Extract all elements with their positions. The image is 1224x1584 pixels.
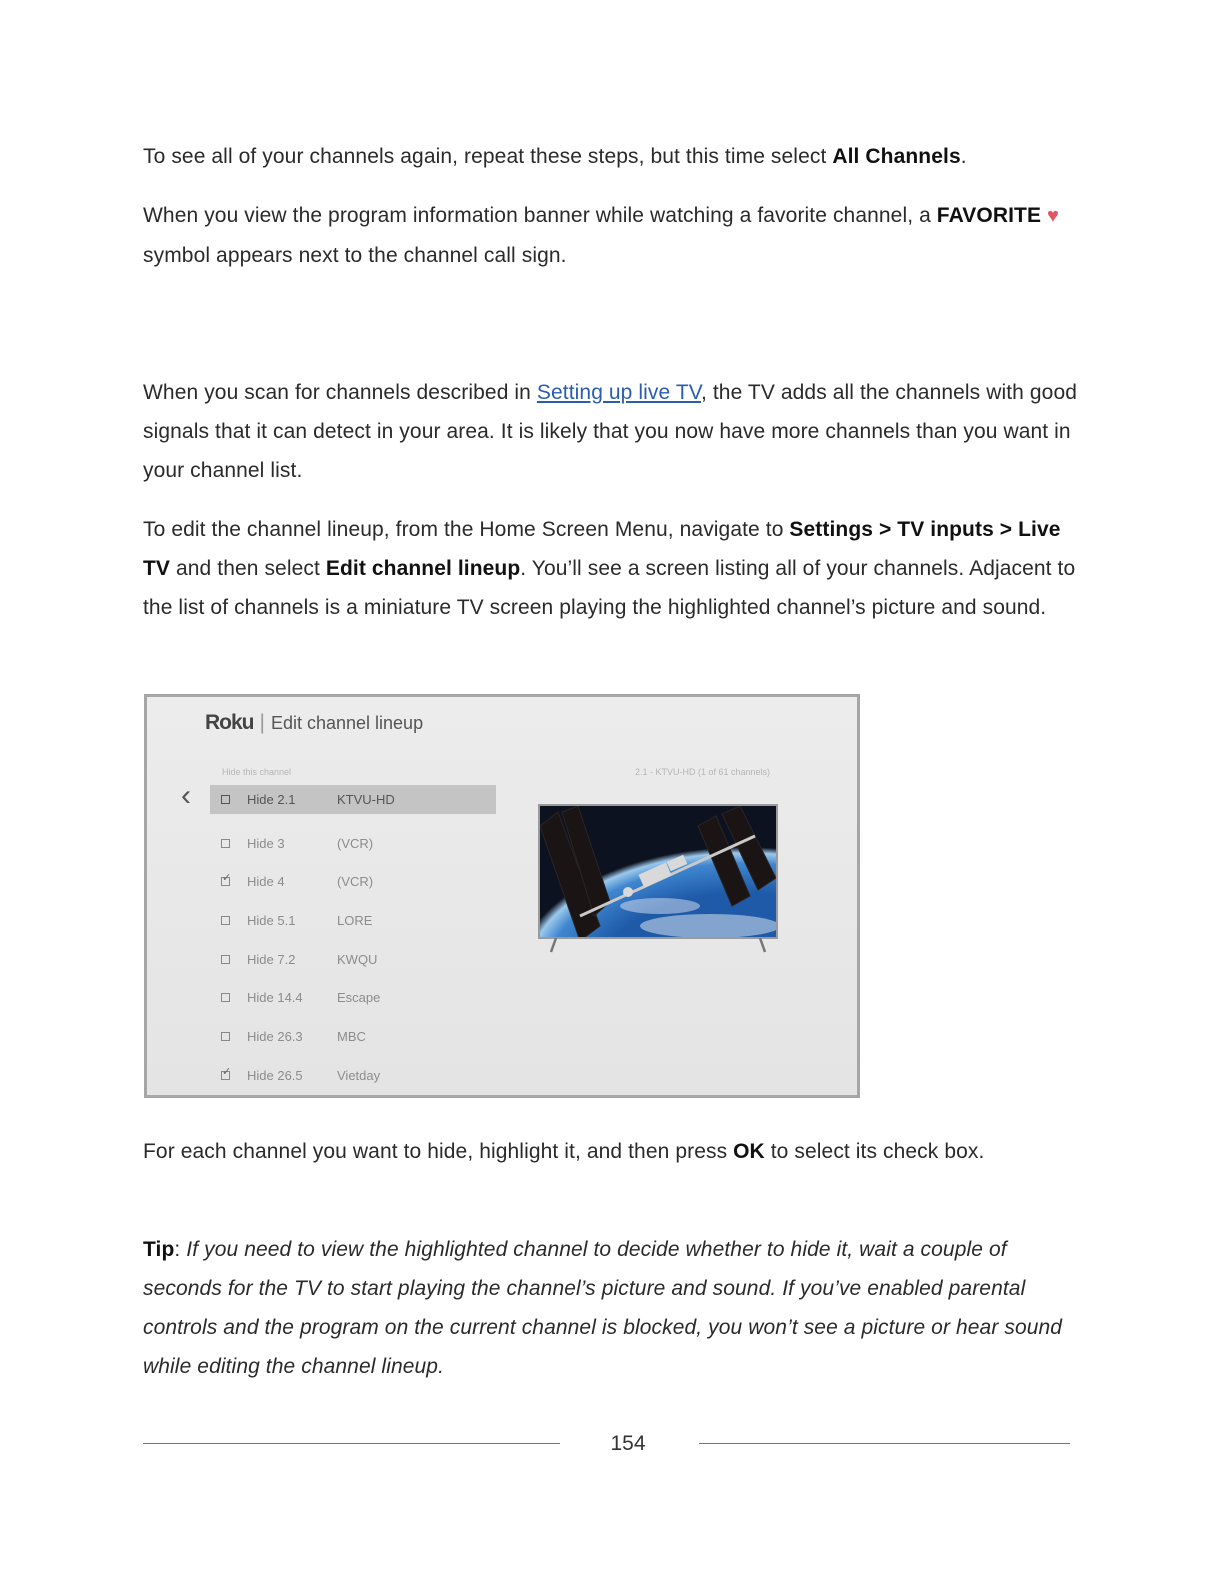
scan-channels-paragraph (143, 373, 1078, 490)
channel-name: KWQU (337, 951, 378, 967)
channel-count: 2.1 - KTVU-HD (1 of 61 channels) (635, 767, 771, 777)
column-hint: Hide this channel (222, 767, 292, 777)
tip-label: Tip (143, 1238, 175, 1261)
channel-name: KTVU-HD (337, 792, 395, 807)
hide-label: Hide 2.1 (247, 792, 296, 807)
p5-text: For each channel you want to hide, highlight it, and then press (143, 1140, 734, 1163)
edit-channel-lineup-term: Edit channel lineup (325, 557, 521, 580)
checkbox-icon[interactable] (221, 955, 230, 964)
channel-name: (VCR) (337, 835, 374, 851)
checkbox-icon[interactable] (221, 916, 230, 925)
channel-row[interactable] (210, 824, 496, 863)
tip-colon: : (174, 1238, 181, 1261)
screen-title: Edit channel lineup (270, 713, 424, 733)
channel-row[interactable] (210, 785, 496, 814)
footer-rule-left (143, 1443, 560, 1444)
page-number: 154 (610, 1432, 646, 1455)
footer-rule-right (699, 1443, 1070, 1444)
p3-text: When you scan for channels described in (143, 381, 537, 404)
channel-row[interactable] (210, 862, 496, 901)
checked-checkbox-icon[interactable] (221, 877, 230, 886)
mini-tv-preview (538, 804, 780, 941)
roku-tv-logo (205, 711, 423, 735)
checked-checkbox-icon[interactable] (221, 1071, 230, 1080)
setting-up-live-tv-link[interactable]: Setting up live TV (536, 381, 701, 404)
p4-text-2: and then select (170, 557, 326, 580)
tip-paragraph (143, 1230, 1078, 1386)
hide-label: Hide 3 (247, 835, 285, 851)
p1-text: To see all of your channels again, repeat these steps, but this time select (143, 145, 833, 168)
checkbox-icon[interactable] (221, 839, 230, 848)
p3-end: , the TV adds all the channels with good signals that it can detect in your area. It is likely that you now have more channels than you want in your channel list. (143, 381, 1078, 482)
checkbox-icon[interactable] (221, 1032, 230, 1041)
p1-end: . (960, 145, 967, 168)
channel-row[interactable] (210, 901, 496, 940)
hide-label: Hide 7.2 (247, 951, 296, 967)
channel-name: (VCR) (337, 874, 374, 890)
p4-text-3: . You’ll see a screen listing all of your channels. Adjacent to the list of channels is a miniature TV screen playing the highlighted channel’s picture and sound. (143, 557, 1076, 619)
all-channels-paragraph (143, 137, 1078, 176)
channel-name: Escape (337, 990, 381, 1006)
p2-end: symbol appears next to the channel call sign. (143, 244, 567, 267)
heart-icon: ♥ (1047, 205, 1059, 227)
favorite-banner-paragraph (143, 196, 1078, 275)
checkbox-icon[interactable] (221, 795, 230, 804)
hide-label: Hide 14.4 (247, 990, 303, 1006)
hide-label: Hide 5.1 (247, 912, 296, 928)
edit-lineup-paragraph (143, 510, 1078, 627)
channel-name: LORE (337, 912, 373, 928)
edit-channel-lineup-screenshot (144, 694, 860, 1098)
channel-row[interactable] (210, 940, 496, 979)
p5-end: to select its check box. (764, 1140, 985, 1163)
hide-label: Hide 26.3 (247, 1028, 303, 1044)
ok-key-term: OK (733, 1140, 765, 1163)
p4-text-1: To edit the channel lineup, from the Home Screen Menu, navigate to (143, 518, 790, 541)
favorite-term: FAVORITE (936, 204, 1042, 227)
all-channels-term: All Channels (832, 145, 961, 168)
channel-name: Vietday (337, 1067, 381, 1083)
channel-name: MBC (337, 1028, 366, 1044)
checkbox-icon[interactable] (221, 993, 230, 1002)
channel-list (210, 785, 496, 1095)
roku-wordmark: Roku (205, 711, 254, 734)
channel-row[interactable] (210, 1017, 496, 1056)
title-separator: | (259, 711, 265, 734)
tip-text: If you need to view the highlighted channel to decide whether to hide it, wait a couple of seconds for the TV to start playing the channel’s picture and sound. If you’ve enabled parental controls and the program on the current channel is blocked, you won’t see a picture or hear sound while editing the channel lineup. (143, 1238, 1063, 1378)
back-chevron-icon[interactable]: ‹ (181, 779, 191, 812)
hide-instruction-paragraph (143, 1132, 1078, 1171)
p2-text: When you view the program information banner while watching a favorite channel, a (143, 204, 937, 227)
hide-label: Hide 26.5 (247, 1067, 303, 1083)
hide-label: Hide 4 (247, 874, 285, 890)
tv-stand-legs (538, 804, 780, 956)
settings-path-term: Settings > TV inputs > Live TV (143, 518, 1061, 580)
channel-row[interactable] (210, 978, 496, 1017)
channel-row[interactable] (210, 1056, 496, 1095)
